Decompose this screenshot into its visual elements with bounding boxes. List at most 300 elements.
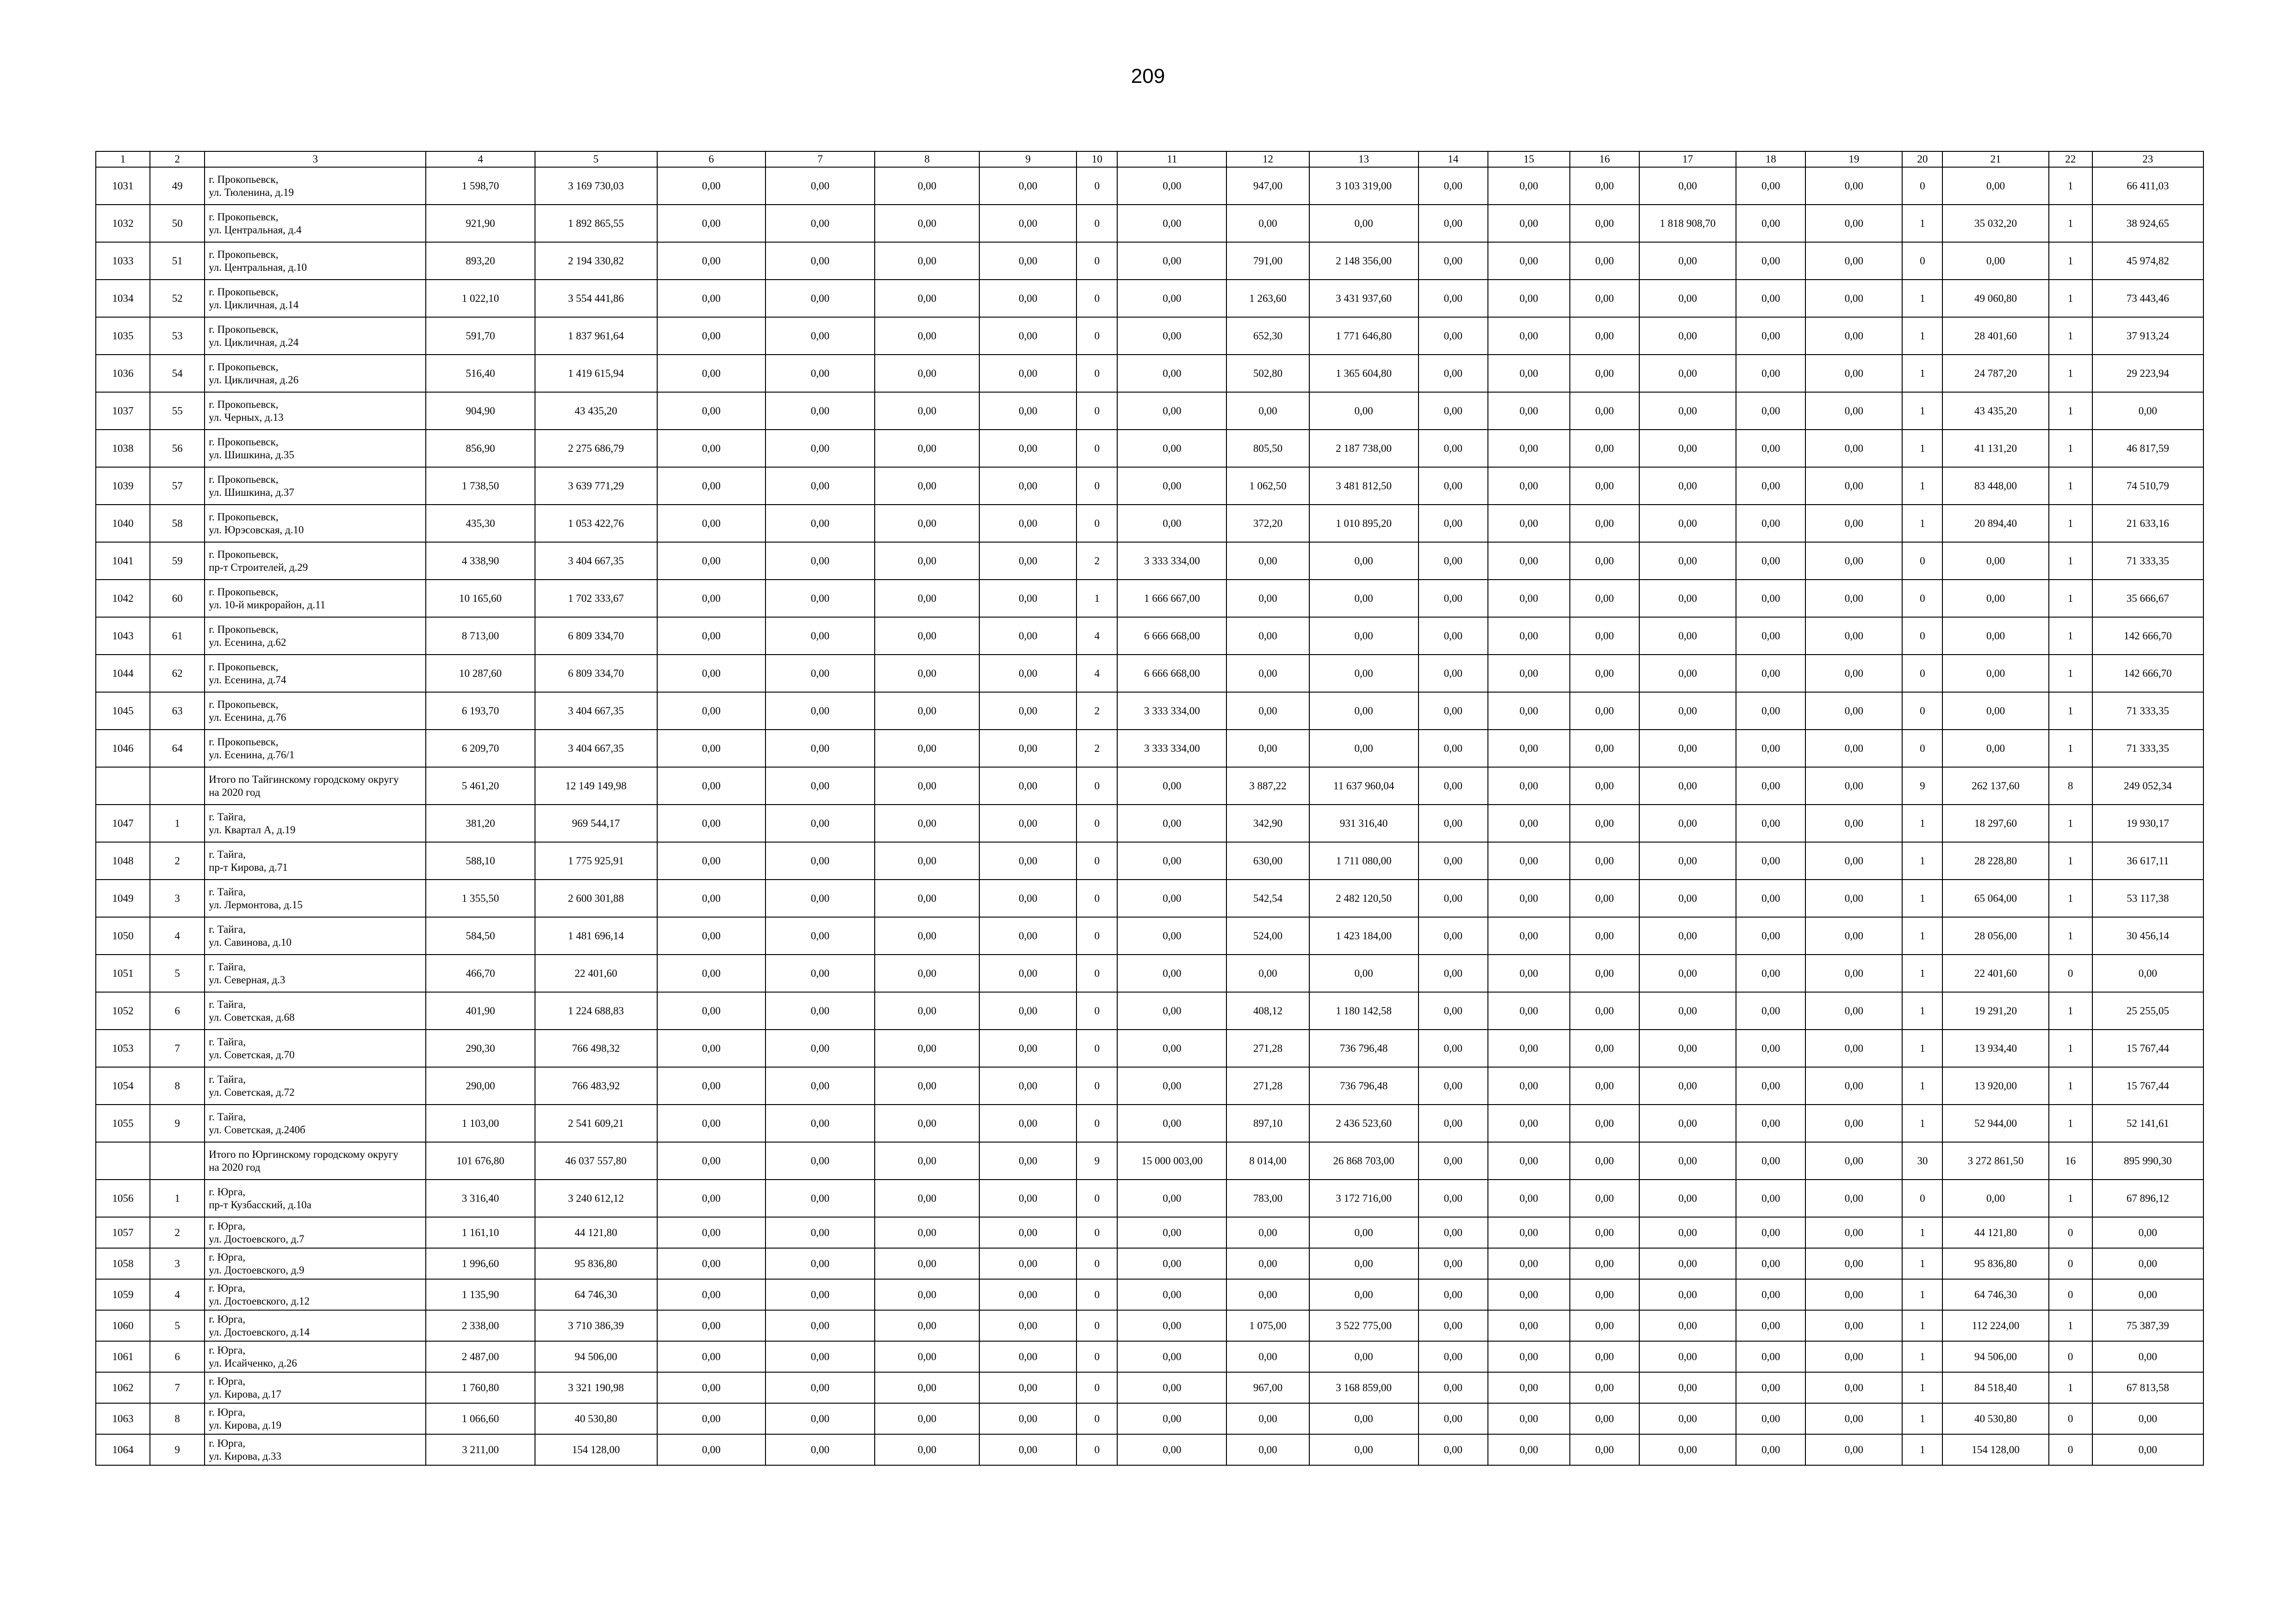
value-cell-col6: 0,00 [657,167,765,205]
value-cell-col14: 0,00 [1419,242,1488,280]
value-cell-col23: 0,00 [2092,1279,2203,1310]
value-cell-col7: 0,00 [765,1279,875,1310]
row-subindex-cell: 9 [150,1434,205,1465]
value-cell-col4: 1 760,80 [426,1372,535,1403]
value-cell-col5: 46 037 557,80 [535,1142,657,1180]
value-cell-col13: 1 711 080,00 [1309,842,1419,880]
value-cell-col22: 1 [2049,1310,2092,1341]
value-cell-col21: 43 435,20 [1942,392,2048,430]
value-cell-col21: 52 944,00 [1942,1105,2048,1142]
value-cell-col8: 0,00 [875,1434,979,1465]
value-cell-col22: 0 [2049,1434,2092,1465]
value-cell-col20: 1 [1902,1341,1942,1372]
value-cell-col19: 0,00 [1805,167,1902,205]
value-cell-col13: 3 172 716,00 [1309,1180,1419,1217]
address-cell [205,505,426,542]
column-number-cell: 4 [426,151,535,167]
value-cell-col21: 13 934,40 [1942,1030,2048,1067]
value-cell-col15: 0,00 [1488,1142,1570,1180]
value-cell-col16: 0,00 [1570,880,1639,917]
value-cell-col19: 0,00 [1805,392,1902,430]
value-cell-col12: 967,00 [1226,1372,1309,1403]
value-cell-col19: 0,00 [1805,1180,1902,1217]
value-cell-col11: 0,00 [1117,1217,1226,1248]
value-cell-col12: 1 263,60 [1226,280,1309,317]
row-index-cell: 1049 [96,880,150,917]
address-cell [205,617,426,655]
value-cell-col11: 0,00 [1117,1372,1226,1403]
address-street: ул. Северная, д.3 [209,974,286,986]
address-street: пр-т Кирова, д.71 [209,861,288,873]
value-cell-col14: 0,00 [1419,1341,1488,1372]
value-cell-col18: 0,00 [1736,655,1805,692]
value-cell-col5: 1 775 925,91 [535,842,657,880]
address-cell [205,1310,426,1341]
value-cell-col11: 0,00 [1117,1105,1226,1142]
row-subindex-cell: 5 [150,955,205,992]
value-cell-col17: 0,00 [1639,1434,1736,1465]
value-cell-col15: 0,00 [1488,1180,1570,1217]
value-cell-col13: 1 423 184,00 [1309,917,1419,955]
value-cell-col19: 0,00 [1805,805,1902,842]
subtotal-row [96,767,2203,805]
value-cell-col9: 0,00 [979,730,1076,767]
value-cell-col10: 0 [1076,467,1117,505]
row-index-cell: 1060 [96,1310,150,1341]
value-cell-col20: 1 [1902,1403,1942,1434]
value-cell-col17: 0,00 [1639,805,1736,842]
value-cell-col23: 38 924,65 [2092,205,2203,242]
value-cell-col8: 0,00 [875,430,979,467]
value-cell-col17: 0,00 [1639,167,1736,205]
value-cell-col13: 0,00 [1309,1341,1419,1372]
value-cell-col13: 0,00 [1309,1217,1419,1248]
value-cell-col20: 30 [1902,1142,1942,1180]
value-cell-col9: 0,00 [979,1180,1076,1217]
value-cell-col16: 0,00 [1570,1434,1639,1465]
value-cell-col18: 0,00 [1736,317,1805,355]
value-cell-col18: 0,00 [1736,692,1805,730]
value-cell-col10: 0 [1076,280,1117,317]
value-cell-col18: 0,00 [1736,392,1805,430]
value-cell-col13: 0,00 [1309,1279,1419,1310]
value-cell-col6: 0,00 [657,1105,765,1142]
value-cell-col19: 0,00 [1805,1403,1902,1434]
value-cell-col21: 0,00 [1942,692,2048,730]
value-cell-col6: 0,00 [657,917,765,955]
row-subindex-cell: 3 [150,1248,205,1279]
address-cell [205,655,426,692]
value-cell-col16: 0,00 [1570,392,1639,430]
value-cell-col6: 0,00 [657,1434,765,1465]
value-cell-col9: 0,00 [979,1310,1076,1341]
value-cell-col14: 0,00 [1419,880,1488,917]
value-cell-col15: 0,00 [1488,917,1570,955]
value-cell-col17: 0,00 [1639,317,1736,355]
value-cell-col18: 0,00 [1736,1067,1805,1105]
value-cell-col15: 0,00 [1488,955,1570,992]
value-cell-col9: 0,00 [979,955,1076,992]
value-cell-col16: 0,00 [1570,355,1639,392]
address-cell [205,805,426,842]
address-cell [205,1067,426,1105]
row-subindex-cell: 54 [150,355,205,392]
value-cell-col4: 8 713,00 [426,617,535,655]
value-cell-col22: 1 [2049,1067,2092,1105]
value-cell-col15: 0,00 [1488,655,1570,692]
value-cell-col21: 112 224,00 [1942,1310,2048,1341]
value-cell-col14: 0,00 [1419,430,1488,467]
address-street: ул. 10-й микрорайон, д.11 [209,599,326,611]
value-cell-col5: 1 053 422,76 [535,505,657,542]
value-cell-col20: 1 [1902,280,1942,317]
value-cell-col12: 0,00 [1226,730,1309,767]
value-cell-col7: 0,00 [765,242,875,280]
value-cell-col9: 0,00 [979,1279,1076,1310]
value-cell-col6: 0,00 [657,317,765,355]
column-number-cell: 3 [205,151,426,167]
value-cell-col7: 0,00 [765,430,875,467]
value-cell-col14: 0,00 [1419,1217,1488,1248]
value-cell-col23: 52 141,61 [2092,1105,2203,1142]
value-cell-col8: 0,00 [875,167,979,205]
value-cell-col9: 0,00 [979,1217,1076,1248]
value-cell-col21: 83 448,00 [1942,467,2048,505]
value-cell-col6: 0,00 [657,1067,765,1105]
value-cell-col14: 0,00 [1419,1105,1488,1142]
value-cell-col6: 0,00 [657,1248,765,1279]
row-index-cell: 1050 [96,917,150,955]
value-cell-col12: 0,00 [1226,955,1309,992]
value-cell-col9: 0,00 [979,880,1076,917]
row-index-cell: 1039 [96,467,150,505]
value-cell-col5: 64 746,30 [535,1279,657,1310]
value-cell-col9: 0,00 [979,1372,1076,1403]
value-cell-col15: 0,00 [1488,730,1570,767]
value-cell-col22: 16 [2049,1142,2092,1180]
subtotal-row [96,1142,2203,1180]
value-cell-col21: 0,00 [1942,167,2048,205]
value-cell-col16: 0,00 [1570,1279,1639,1310]
value-cell-col8: 0,00 [875,205,979,242]
value-cell-col5: 2 194 330,82 [535,242,657,280]
row-index-cell: 1031 [96,167,150,205]
value-cell-col10: 0 [1076,1372,1117,1403]
value-cell-col18: 0,00 [1736,430,1805,467]
value-cell-col19: 0,00 [1805,880,1902,917]
address-cell [205,992,426,1030]
value-cell-col12: 0,00 [1226,1217,1309,1248]
value-cell-col12: 1 075,00 [1226,1310,1309,1341]
address-street: ул. Достоевского, д.14 [209,1326,310,1338]
table-row [96,580,2203,617]
value-cell-col8: 0,00 [875,1105,979,1142]
table-row [96,505,2203,542]
value-cell-col14: 0,00 [1419,167,1488,205]
value-cell-col4: 6 209,70 [426,730,535,767]
address-city: г. Прокопьевск, [209,623,279,635]
value-cell-col12: 271,28 [1226,1067,1309,1105]
value-cell-col20: 1 [1902,467,1942,505]
address-cell [205,880,426,917]
value-cell-col5: 1 419 615,94 [535,355,657,392]
value-cell-col18: 0,00 [1736,1310,1805,1341]
value-cell-col5: 1 892 865,55 [535,205,657,242]
value-cell-col10: 0 [1076,1105,1117,1142]
value-cell-col11: 0,00 [1117,1180,1226,1217]
row-index-cell: 1062 [96,1372,150,1403]
value-cell-col6: 0,00 [657,842,765,880]
value-cell-col23: 0,00 [2092,1434,2203,1465]
value-cell-col14: 0,00 [1419,955,1488,992]
row-subindex-cell: 8 [150,1403,205,1434]
value-cell-col21: 20 894,40 [1942,505,2048,542]
value-cell-col16: 0,00 [1570,1403,1639,1434]
value-cell-col5: 22 401,60 [535,955,657,992]
value-cell-col16: 0,00 [1570,1372,1639,1403]
value-cell-col14: 0,00 [1419,467,1488,505]
table-row [96,167,2203,205]
value-cell-col7: 0,00 [765,1217,875,1248]
row-index-cell: 1063 [96,1403,150,1434]
value-cell-col18: 0,00 [1736,767,1805,805]
value-cell-col12: 0,00 [1226,1434,1309,1465]
table-row [96,242,2203,280]
value-cell-col19: 0,00 [1805,205,1902,242]
value-cell-col12: 0,00 [1226,1248,1309,1279]
value-cell-col9: 0,00 [979,392,1076,430]
value-cell-col22: 1 [2049,505,2092,542]
value-cell-col5: 3 240 612,12 [535,1180,657,1217]
table-row [96,1434,2203,1465]
value-cell-col16: 0,00 [1570,617,1639,655]
value-cell-col17: 0,00 [1639,242,1736,280]
value-cell-col21: 0,00 [1942,730,2048,767]
value-cell-col13: 0,00 [1309,1248,1419,1279]
value-cell-col6: 0,00 [657,1372,765,1403]
value-cell-col17: 0,00 [1639,1067,1736,1105]
value-cell-col8: 0,00 [875,1067,979,1105]
address-street: ул. Достоевского, д.7 [209,1233,305,1245]
value-cell-col13: 0,00 [1309,580,1419,617]
value-cell-col20: 1 [1902,355,1942,392]
value-cell-col4: 516,40 [426,355,535,392]
value-cell-col20: 1 [1902,805,1942,842]
column-number-cell: 12 [1226,151,1309,167]
value-cell-col9: 0,00 [979,580,1076,617]
value-cell-col22: 0 [2049,1279,2092,1310]
address-street: ул. Кирова, д.33 [209,1450,281,1462]
value-cell-col14: 0,00 [1419,1067,1488,1105]
value-cell-col20: 1 [1902,992,1942,1030]
value-cell-col16: 0,00 [1570,1310,1639,1341]
value-cell-col20: 1 [1902,1434,1942,1465]
value-cell-col17: 0,00 [1639,467,1736,505]
value-cell-col7: 0,00 [765,692,875,730]
value-cell-col17: 0,00 [1639,1030,1736,1067]
value-cell-col23: 71 333,35 [2092,692,2203,730]
value-cell-col22: 0 [2049,1403,2092,1434]
address-cell [205,692,426,730]
value-cell-col13: 3 481 812,50 [1309,467,1419,505]
row-index-cell: 1033 [96,242,150,280]
value-cell-col9: 0,00 [979,655,1076,692]
value-cell-col18: 0,00 [1736,1279,1805,1310]
value-cell-col17: 0,00 [1639,1180,1736,1217]
row-subindex-cell: 58 [150,505,205,542]
value-cell-col8: 0,00 [875,1180,979,1217]
address-cell [205,542,426,580]
value-cell-col15: 0,00 [1488,430,1570,467]
row-subindex-cell: 8 [150,1067,205,1105]
value-cell-col23: 75 387,39 [2092,1310,2203,1341]
address-city: г. Прокопьевск, [209,398,279,410]
address-street: ул. Достоевского, д.9 [209,1264,305,1276]
row-index-cell: 1058 [96,1248,150,1279]
table-row [96,880,2203,917]
value-cell-col7: 0,00 [765,205,875,242]
value-cell-col21: 94 506,00 [1942,1341,2048,1372]
value-cell-col15: 0,00 [1488,1372,1570,1403]
value-cell-col22: 1 [2049,842,2092,880]
value-cell-col16: 0,00 [1570,1180,1639,1217]
value-cell-col4: 3 211,00 [426,1434,535,1465]
value-cell-col15: 0,00 [1488,280,1570,317]
value-cell-col5: 6 809 334,70 [535,655,657,692]
address-cell [205,1105,426,1142]
value-cell-col20: 1 [1902,1105,1942,1142]
column-number-cell: 22 [2049,151,2092,167]
address-street: ул. Есенина, д.76 [209,711,286,723]
address-cell [205,392,426,430]
value-cell-col4: 3 316,40 [426,1180,535,1217]
value-cell-col20: 1 [1902,1217,1942,1248]
value-cell-col17: 0,00 [1639,1372,1736,1403]
value-cell-col9: 0,00 [979,1067,1076,1105]
column-number-cell: 16 [1570,151,1639,167]
value-cell-col4: 2 338,00 [426,1310,535,1341]
value-cell-col20: 0 [1902,617,1942,655]
row-index-cell: 1040 [96,505,150,542]
value-cell-col10: 0 [1076,355,1117,392]
column-number-cell: 9 [979,151,1076,167]
value-cell-col5: 1 224 688,83 [535,992,657,1030]
value-cell-col21: 18 297,60 [1942,805,2048,842]
table-row [96,842,2203,880]
value-cell-col20: 1 [1902,1248,1942,1279]
value-cell-col23: 35 666,67 [2092,580,2203,617]
value-cell-col11: 0,00 [1117,1248,1226,1279]
value-cell-col23: 25 255,05 [2092,992,2203,1030]
value-cell-col17: 0,00 [1639,1341,1736,1372]
value-cell-col23: 895 990,30 [2092,1142,2203,1180]
value-cell-col4: 401,90 [426,992,535,1030]
value-cell-col17: 1 818 908,70 [1639,205,1736,242]
row-subindex-cell: 1 [150,1180,205,1217]
value-cell-col5: 3 321 190,98 [535,1372,657,1403]
value-cell-col20: 1 [1902,955,1942,992]
value-cell-col19: 0,00 [1805,767,1902,805]
value-cell-col12: 3 887,22 [1226,767,1309,805]
value-cell-col21: 84 518,40 [1942,1372,2048,1403]
value-cell-col19: 0,00 [1805,242,1902,280]
row-subindex-cell: 6 [150,1341,205,1372]
value-cell-col11: 0,00 [1117,242,1226,280]
value-cell-col10: 0 [1076,955,1117,992]
address-street: ул. Центральная, д.10 [209,261,307,273]
value-cell-col16: 0,00 [1570,692,1639,730]
value-cell-col17: 0,00 [1639,580,1736,617]
value-cell-col10: 0 [1076,317,1117,355]
value-cell-col5: 766 498,32 [535,1030,657,1067]
value-cell-col8: 0,00 [875,392,979,430]
value-cell-col20: 1 [1902,1030,1942,1067]
value-cell-col16: 0,00 [1570,842,1639,880]
address-city: г. Юрга, [209,1282,245,1294]
value-cell-col5: 3 404 667,35 [535,730,657,767]
value-cell-col19: 0,00 [1805,955,1902,992]
value-cell-col8: 0,00 [875,805,979,842]
value-cell-col5: 154 128,00 [535,1434,657,1465]
value-cell-col15: 0,00 [1488,805,1570,842]
value-cell-col8: 0,00 [875,617,979,655]
value-cell-col21: 0,00 [1942,242,2048,280]
value-cell-col19: 0,00 [1805,917,1902,955]
value-cell-col6: 0,00 [657,805,765,842]
value-cell-col8: 0,00 [875,1142,979,1180]
value-cell-col6: 0,00 [657,542,765,580]
value-cell-col15: 0,00 [1488,1434,1570,1465]
value-cell-col12: 0,00 [1226,617,1309,655]
row-index-cell: 1043 [96,617,150,655]
value-cell-col17: 0,00 [1639,655,1736,692]
value-cell-col13: 0,00 [1309,692,1419,730]
table-row [96,1279,2203,1310]
value-cell-col14: 0,00 [1419,355,1488,392]
row-index-cell: 1048 [96,842,150,880]
column-number-cell: 1 [96,151,150,167]
value-cell-col11: 0,00 [1117,167,1226,205]
value-cell-col12: 0,00 [1226,1403,1309,1434]
value-cell-col6: 0,00 [657,505,765,542]
row-subindex-cell [150,1142,205,1180]
row-subindex-cell: 62 [150,655,205,692]
value-cell-col13: 0,00 [1309,955,1419,992]
value-cell-col6: 0,00 [657,880,765,917]
value-cell-col14: 0,00 [1419,580,1488,617]
value-cell-col20: 1 [1902,392,1942,430]
value-cell-col21: 65 064,00 [1942,880,2048,917]
address-city: г. Прокопьевск, [209,736,279,748]
value-cell-col12: 524,00 [1226,917,1309,955]
value-cell-col6: 0,00 [657,242,765,280]
value-cell-col10: 4 [1076,655,1117,692]
value-cell-col7: 0,00 [765,842,875,880]
value-cell-col5: 12 149 149,98 [535,767,657,805]
value-cell-col9: 0,00 [979,1030,1076,1067]
value-cell-col7: 0,00 [765,617,875,655]
value-cell-col17: 0,00 [1639,1142,1736,1180]
value-cell-col10: 0 [1076,505,1117,542]
value-cell-col17: 0,00 [1639,917,1736,955]
value-cell-col23: 36 617,11 [2092,842,2203,880]
value-cell-col23: 45 974,82 [2092,242,2203,280]
row-subindex-cell: 9 [150,1105,205,1142]
value-cell-col11: 0,00 [1117,430,1226,467]
value-cell-col11: 0,00 [1117,392,1226,430]
value-cell-col14: 0,00 [1419,542,1488,580]
value-cell-col8: 0,00 [875,1403,979,1434]
